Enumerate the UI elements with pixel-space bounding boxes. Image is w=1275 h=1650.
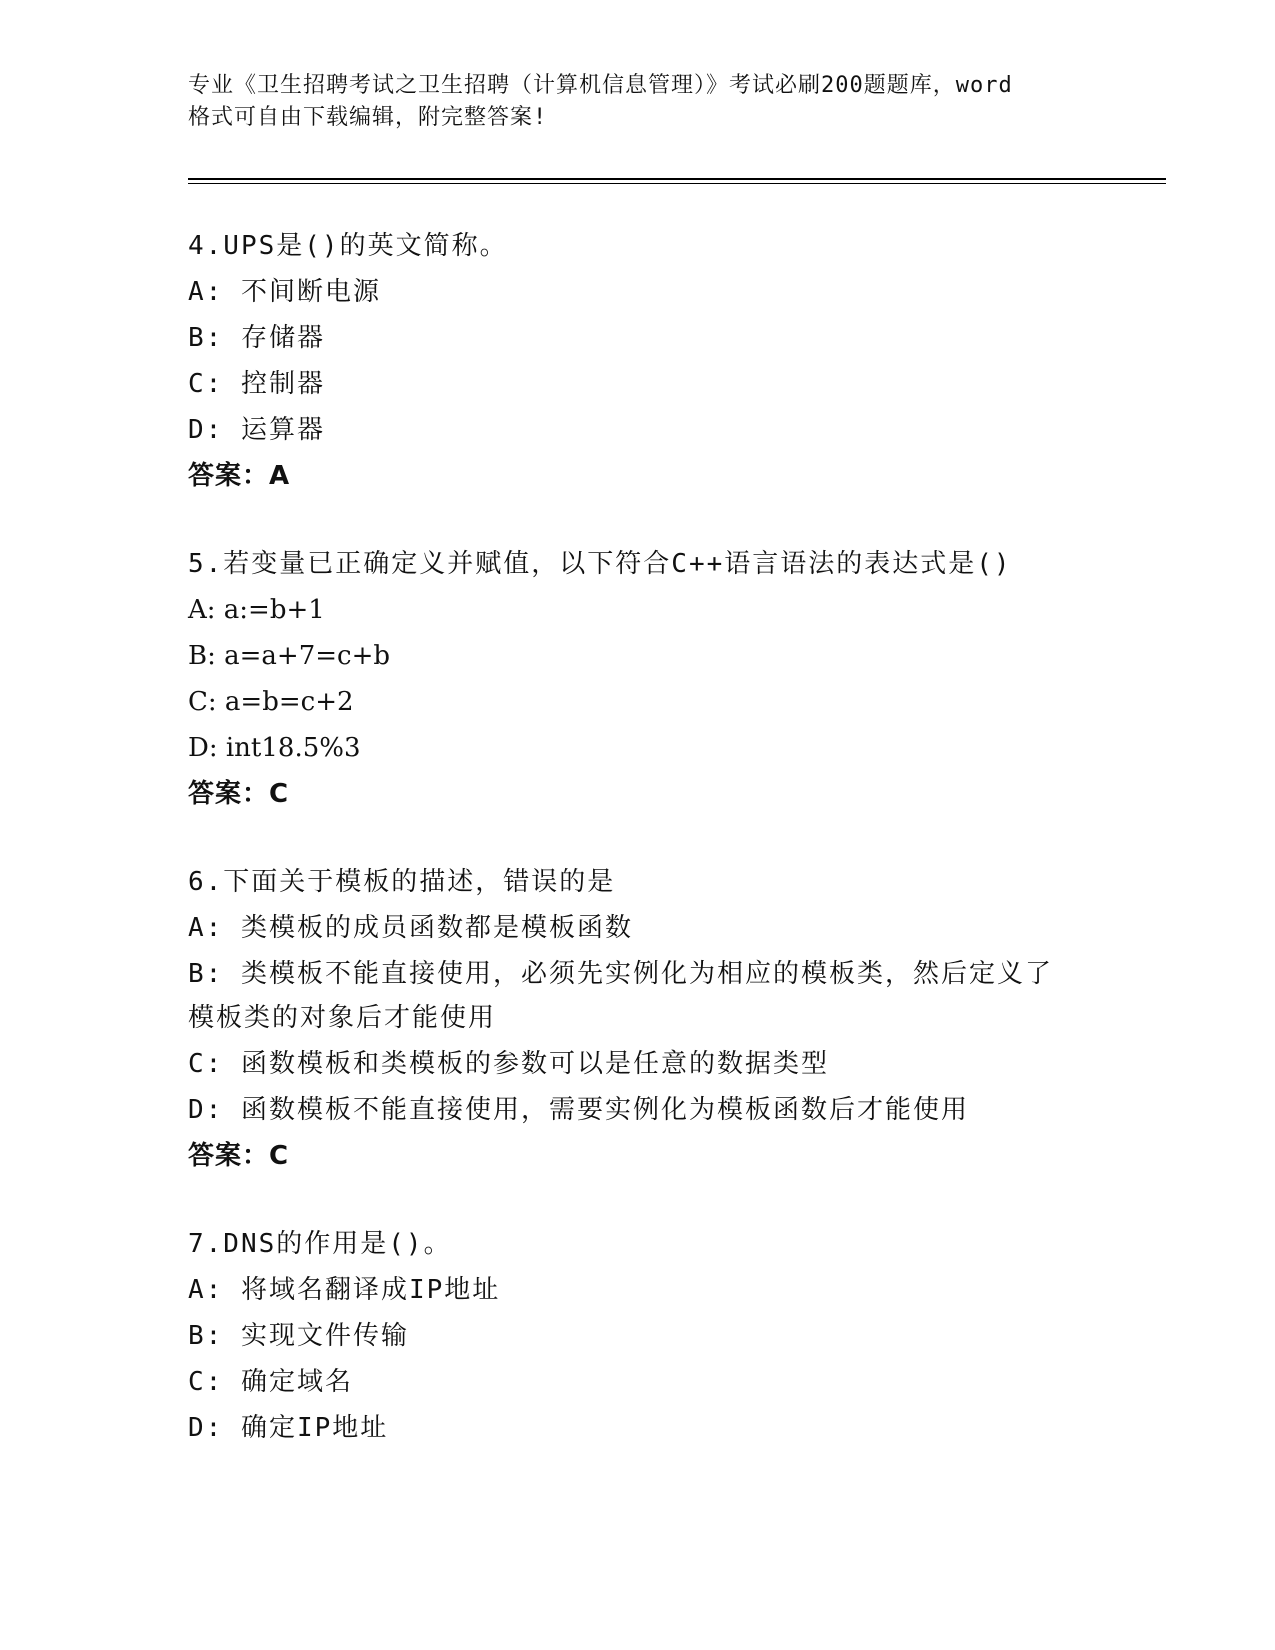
answer-label: 答案：C [188, 1141, 290, 1171]
header-line-1: 专业《卫生招聘考试之卫生招聘（计算机信息管理）》考试必刷200题题库，word [188, 73, 1013, 98]
header-divider-thin [188, 183, 1166, 184]
option-b: B: 类模板不能直接使用，必须先实例化为相应的模板类，然后定义了 [188, 959, 1053, 989]
option-d: D: int18.5%3 [188, 733, 361, 763]
option-b: B: 存储器 [188, 323, 325, 353]
option-b: B: 实现文件传输 [188, 1321, 409, 1351]
option-c: C: 确定域名 [188, 1367, 353, 1397]
question-stem: 4.UPS是()的英文简称。 [188, 231, 508, 261]
option-c: C: 函数模板和类模板的参数可以是任意的数据类型 [188, 1049, 829, 1079]
option-a: A: 类模板的成员函数都是模板函数 [188, 913, 633, 943]
option-a: A: 将域名翻译成IP地址 [188, 1275, 501, 1305]
question-5 [188, 548, 1168, 824]
answer-label: 答案：A [188, 461, 291, 491]
question-stem: 5.若变量已正确定义并赋值，以下符合C++语言语法的表达式是() [188, 549, 1012, 579]
option-d: D: 运算器 [188, 415, 325, 445]
option-b-continued: 模板类的对象后才能使用 [188, 1003, 497, 1033]
option-d: D: 确定IP地址 [188, 1413, 389, 1443]
option-b: B: a=a+7=c+b [188, 641, 391, 671]
question-7 [188, 1228, 1168, 1458]
question-stem: 6.下面关于模板的描述，错误的是 [188, 867, 616, 897]
answer-label: 答案：C [188, 779, 290, 809]
header-line-2: 格式可自由下载编辑，附完整答案! [188, 105, 548, 130]
option-a: A: 不间断电源 [188, 277, 381, 307]
option-a: A: a:=b+1 [188, 595, 325, 625]
question-4 [188, 230, 1168, 506]
option-c: C: a=b=c+2 [188, 687, 354, 717]
question-stem: 7.DNS的作用是()。 [188, 1229, 452, 1259]
option-c: C: 控制器 [188, 369, 325, 399]
option-d: D: 函数模板不能直接使用，需要实例化为模板函数后才能使用 [188, 1095, 969, 1125]
header-divider [188, 178, 1166, 180]
question-6 [188, 866, 1168, 1186]
document-header [188, 70, 1088, 134]
